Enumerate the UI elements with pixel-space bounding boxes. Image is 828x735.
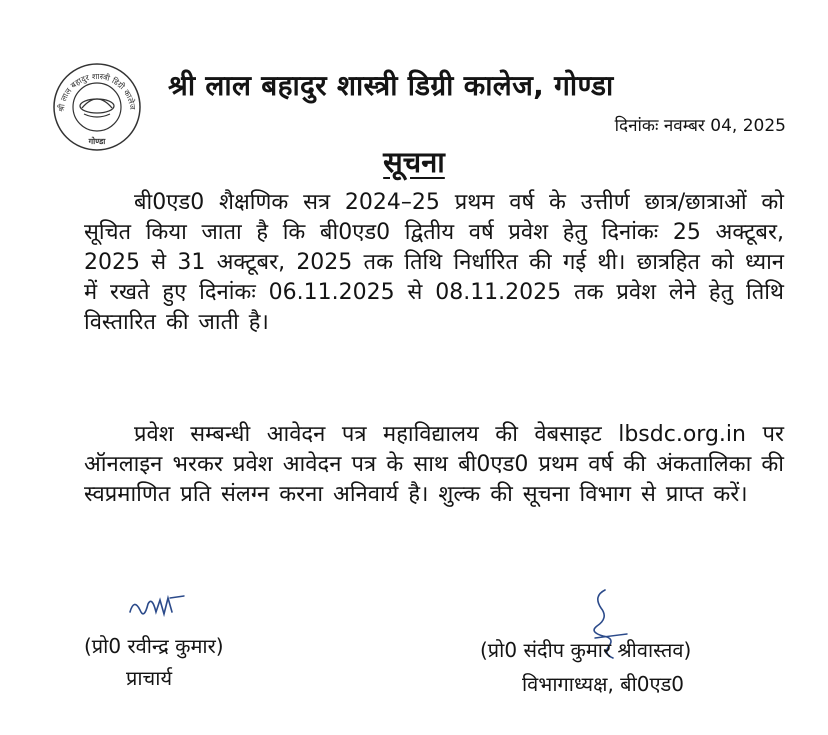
hod-designation: विभागाध्यक्ष, बी0एड0: [522, 672, 684, 696]
notice-title: सूचना: [383, 145, 445, 179]
hod-name: (प्रो0 संदीप कुमार श्रीवास्तव): [480, 638, 692, 662]
notice-paragraph-1: [84, 188, 784, 338]
college-seal-logo: [52, 62, 142, 152]
notice-paragraph-2: [84, 420, 784, 510]
principal-name: (प्रो0 रवीन्द्र कुमार): [84, 634, 224, 658]
principal-designation: प्राचार्य: [126, 666, 173, 690]
notice-date: दिनांकः नवम्बर 04, 2025: [614, 116, 786, 136]
seal-city: गोण्डा: [88, 137, 106, 146]
principal-signature: [126, 590, 206, 630]
college-name: श्री लाल बहादुर शास्त्री डिग्री कालेज, गोण्डा: [168, 69, 614, 102]
seal-text: श्री लाल बहादुर शास्त्री डिग्री कालेज: [56, 71, 137, 113]
svg-text:श्री लाल बहादुर शास्त्री डिग्र: [56, 72, 137, 113]
paragraph-2-text: प्रवेश सम्बन्धी आवेदन पत्र महाविद्यालय की वेबसाइट lbsdc.org.in पर ऑनलाइन भरकर प्रवेश आवेदन पत्र के साथ बी0एड0 प्रथम वर्ष की अंकतालिका की स्वप्रमाणित प्रति संलग्न करना अनिवार्य है। शुल्क की सूचना विभाग से प्राप्त करें।: [84, 422, 784, 507]
paragraph-1-text: बी0एड0 शैक्षणिक सत्र 2024–25 प्रथम वर्ष के उत्तीर्ण छात्र/छात्राओं को सूचित किया जाता है कि बी0एड0 द्वितीय वर्ष प्रवेश हेतु दिनांकः 25 अक्टूबर, 2025 से 31 अक्टूबर, 2025 तक तिथि निर्धारित की गई थी। छात्रहित को ध्यान में रखते हुए दिनांकः 06.11.2025 से 08.11.2025 तक प्रवेश लेने हेतु तिथि विस्तारित की जाती है।: [84, 190, 784, 335]
